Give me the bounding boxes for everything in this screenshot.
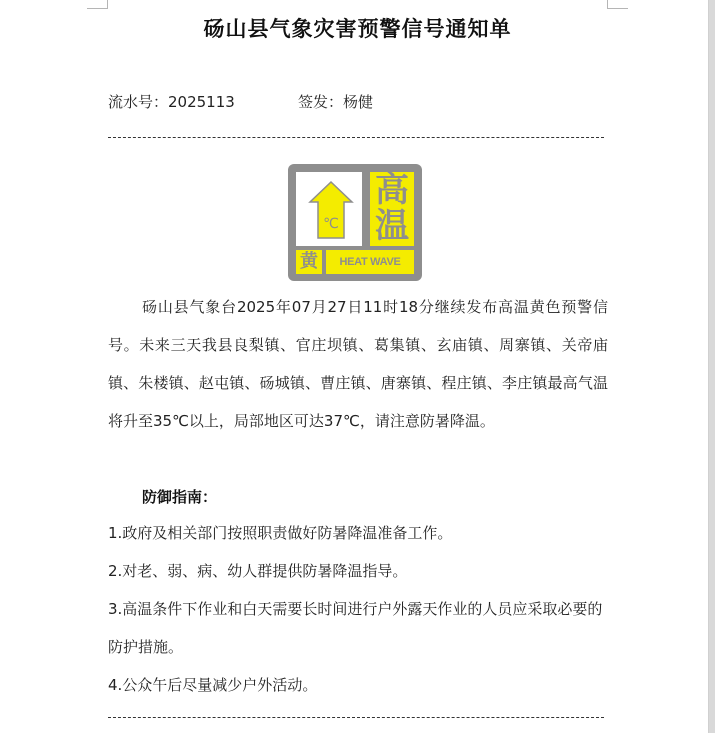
degree-symbol: ℃ (323, 216, 339, 232)
defense-guide-list (108, 514, 608, 704)
warning-paragraph: 砀山县气象台2025年07月27日11时18分继续发布高温黄色预警信号。未来三天我县良梨镇、官庄坝镇、葛集镇、玄庙镇、周寨镇、关帝庙镇、朱楼镇、赵屯镇、砀城镇、曹庄镇、唐寨镇、程庄镇、李庄镇最高气温将升至35℃以上，局部地区可达37℃，请注意防暑降温。 (108, 298, 608, 430)
signal-label-gaowen (370, 172, 414, 246)
separator-top (108, 137, 604, 138)
document-title: 砀山县气象灾害预警信号通知单 (203, 16, 512, 41)
issuer: 签发：杨健 (298, 93, 374, 111)
signal-char-wen: 温 (375, 206, 409, 246)
document-meta (108, 91, 374, 112)
vertical-scrollbar[interactable] (709, 0, 715, 733)
heat-wave-yellow-signal-icon (288, 164, 422, 281)
separator-bottom (108, 717, 604, 718)
guide-item: 1.政府及相关部门按照职责做好防暑降温准备工作。 (108, 524, 453, 542)
signal-char-gao: 高 (375, 170, 409, 210)
page-corner-mark-right (607, 0, 628, 9)
signal-level-yellow: 黄 (296, 250, 322, 274)
guide-item: 3.高温条件下作业和白天需要长时间进行户外露天作业的人员应采取必要的防护措施。 (108, 600, 603, 656)
thermometer-house-icon (296, 172, 362, 246)
serial-number: 流水号：2025113 (108, 93, 235, 111)
page-corner-mark-left (87, 0, 108, 9)
defense-guide-heading: 防御指南： (142, 488, 218, 506)
guide-item: 4.公众午后尽量减少户外活动。 (108, 676, 318, 694)
signal-heat-wave-label: HEAT WAVE (326, 250, 414, 274)
guide-item: 2.对老、弱、病、幼人群提供防暑降温指导。 (108, 562, 408, 580)
